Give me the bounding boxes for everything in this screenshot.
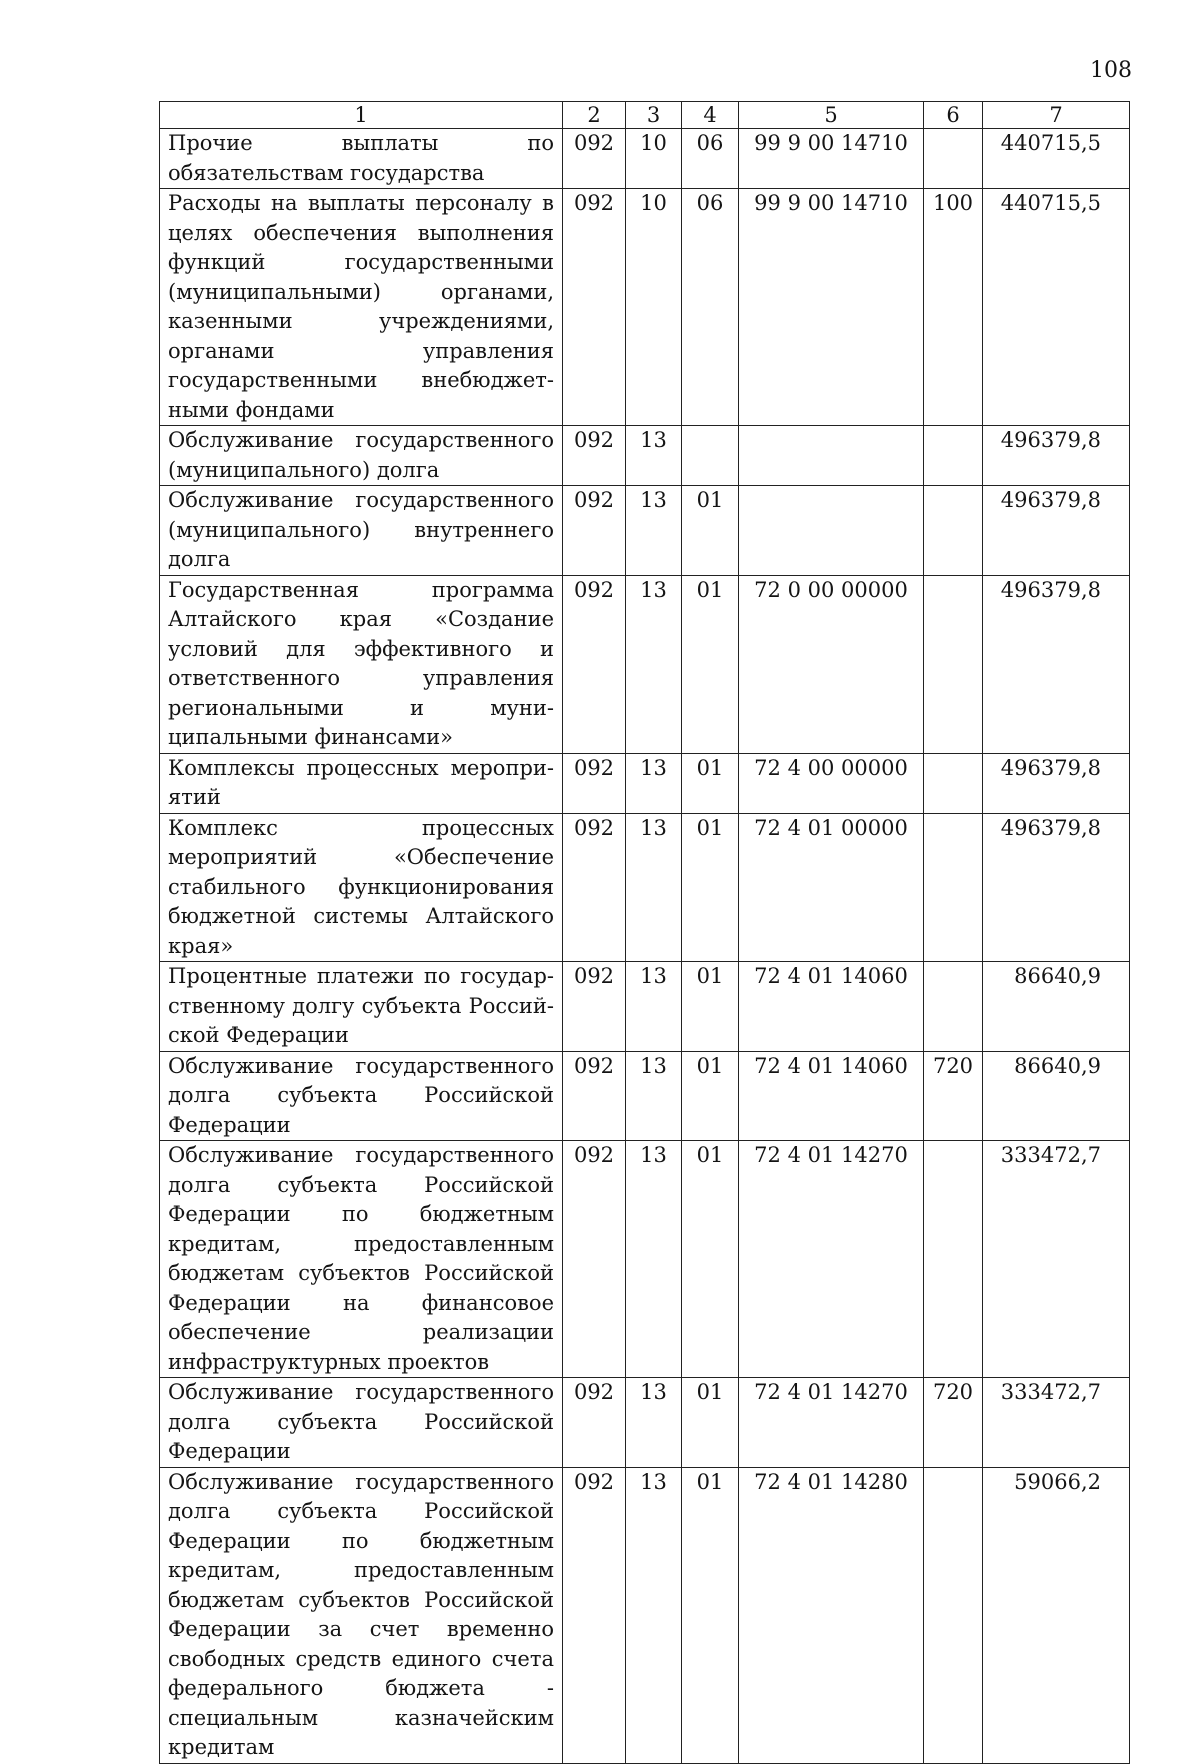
code-cell: 092 — [563, 575, 626, 753]
code-cell: 092 — [563, 486, 626, 576]
section-cell: 13 — [626, 962, 682, 1052]
section-cell: 13 — [626, 1141, 682, 1378]
section-cell: 10 — [626, 129, 682, 189]
expense-type-cell — [924, 753, 983, 813]
section-cell: 13 — [626, 1378, 682, 1468]
code-cell: 092 — [563, 1051, 626, 1141]
table-row — [160, 813, 1130, 962]
budget-table — [159, 101, 1130, 1764]
header-cell: 4 — [682, 102, 739, 129]
row-name-cell: Обслуживание государственного (муниципального) долга — [160, 426, 563, 486]
code-cell: 092 — [563, 1141, 626, 1378]
amount-cell: 440715,5 — [983, 129, 1130, 189]
section-cell: 13 — [626, 813, 682, 962]
table-row — [160, 129, 1130, 189]
subsection-cell: 01 — [682, 962, 739, 1052]
subsection-cell: 01 — [682, 753, 739, 813]
amount-cell: 86640,9 — [983, 1051, 1130, 1141]
amount-cell: 496379,8 — [983, 426, 1130, 486]
code-cell: 092 — [563, 426, 626, 486]
subsection-cell: 01 — [682, 1378, 739, 1468]
row-name-cell: Комплекс процессных мероприятий «Обеспечение стабильного функционирования бюджетной системы Алтайского края» — [160, 813, 563, 962]
code-cell: 092 — [563, 962, 626, 1052]
amount-cell: 333472,7 — [983, 1378, 1130, 1468]
expense-type-cell: 720 — [924, 1051, 983, 1141]
expense-type-cell — [924, 962, 983, 1052]
header-cell: 2 — [563, 102, 626, 129]
target-article-cell: 72 4 01 14060 — [739, 962, 924, 1052]
section-cell: 13 — [626, 426, 682, 486]
expense-type-cell — [924, 813, 983, 962]
section-cell: 10 — [626, 189, 682, 426]
subsection-cell: 01 — [682, 575, 739, 753]
expense-type-cell — [924, 129, 983, 189]
expense-type-cell — [924, 486, 983, 576]
code-cell: 092 — [563, 1467, 626, 1763]
subsection-cell: 01 — [682, 1467, 739, 1763]
row-name-cell: Комплексы процессных мероприятий — [160, 753, 563, 813]
subsection-cell: 06 — [682, 189, 739, 426]
table-row — [160, 426, 1130, 486]
target-article-cell: 72 4 01 14270 — [739, 1141, 924, 1378]
amount-cell: 440715,5 — [983, 189, 1130, 426]
table-row — [160, 1378, 1130, 1468]
header-cell: 1 — [160, 102, 563, 129]
row-name-cell: Процентные платежи по государственному долгу субъекта Российской Федерации — [160, 962, 563, 1052]
target-article-cell — [739, 426, 924, 486]
table-row — [160, 1467, 1130, 1763]
amount-cell: 496379,8 — [983, 486, 1130, 576]
row-name-cell: Обслуживание государственного долга субъекта Российской Федерации по бюджетным кредитам, предоставленным бюджетам субъектов Российской Федерации на финансовое обеспечение реализации инфраструктурных проектов — [160, 1141, 563, 1378]
header-row — [160, 102, 1130, 129]
header-cell: 6 — [924, 102, 983, 129]
row-name-cell: Прочие выплаты по обязательствам государства — [160, 129, 563, 189]
expense-type-cell: 100 — [924, 189, 983, 426]
header-cell: 3 — [626, 102, 682, 129]
row-name-cell: Обслуживание государственного (муниципального) внутреннего долга — [160, 486, 563, 576]
subsection-cell: 01 — [682, 813, 739, 962]
expense-type-cell — [924, 426, 983, 486]
target-article-cell: 72 4 01 14060 — [739, 1051, 924, 1141]
section-cell: 13 — [626, 575, 682, 753]
target-article-cell: 72 4 01 00000 — [739, 813, 924, 962]
row-name-cell: Расходы на выплаты персоналу в целях обеспечения выполнения функций государственными (муниципальными) органами, казенными учреждениями, органами управления государственными внебюджетными фондами — [160, 189, 563, 426]
expense-type-cell — [924, 1467, 983, 1763]
amount-cell: 496379,8 — [983, 753, 1130, 813]
table-row — [160, 753, 1130, 813]
amount-cell: 496379,8 — [983, 813, 1130, 962]
target-article-cell: 72 4 01 14270 — [739, 1378, 924, 1468]
table-row — [160, 1051, 1130, 1141]
section-cell: 13 — [626, 753, 682, 813]
expense-type-cell: 720 — [924, 1378, 983, 1468]
header-cell: 7 — [983, 102, 1130, 129]
target-article-cell: 72 0 00 00000 — [739, 575, 924, 753]
target-article-cell — [739, 486, 924, 576]
row-name-cell: Государственная программа Алтайского края «Создание условий для эффективного и ответственного управления региональными и муниципальными финансами» — [160, 575, 563, 753]
table-body — [160, 129, 1130, 1764]
subsection-cell: 01 — [682, 486, 739, 576]
subsection-cell: 01 — [682, 1051, 739, 1141]
expense-type-cell — [924, 575, 983, 753]
table-row — [160, 575, 1130, 753]
amount-cell: 333472,7 — [983, 1141, 1130, 1378]
table-row — [160, 1141, 1130, 1378]
row-name-cell: Обслуживание государственного долга субъекта Российской Федерации по бюджетным кредитам, предоставленным бюджетам субъектов Российской Федерации за счет временно свободных средств единого счета федерального бюджета - специальным казначейским кредитам — [160, 1467, 563, 1763]
row-name-cell: Обслуживание государственного долга субъекта Российской Федерации — [160, 1051, 563, 1141]
target-article-cell: 72 4 01 14280 — [739, 1467, 924, 1763]
subsection-cell: 01 — [682, 1141, 739, 1378]
code-cell: 092 — [563, 129, 626, 189]
subsection-cell — [682, 426, 739, 486]
subsection-cell: 06 — [682, 129, 739, 189]
code-cell: 092 — [563, 813, 626, 962]
target-article-cell: 72 4 00 00000 — [739, 753, 924, 813]
table-row — [160, 486, 1130, 576]
code-cell: 092 — [563, 189, 626, 426]
header-cell: 5 — [739, 102, 924, 129]
page-number: 108 — [1090, 58, 1132, 83]
code-cell: 092 — [563, 1378, 626, 1468]
section-cell: 13 — [626, 486, 682, 576]
amount-cell: 496379,8 — [983, 575, 1130, 753]
section-cell: 13 — [626, 1467, 682, 1763]
amount-cell: 59066,2 — [983, 1467, 1130, 1763]
target-article-cell: 99 9 00 14710 — [739, 129, 924, 189]
table-row — [160, 962, 1130, 1052]
section-cell: 13 — [626, 1051, 682, 1141]
expense-type-cell — [924, 1141, 983, 1378]
row-name-cell: Обслуживание государственного долга субъекта Российской Федерации — [160, 1378, 563, 1468]
code-cell: 092 — [563, 753, 626, 813]
target-article-cell: 99 9 00 14710 — [739, 189, 924, 426]
table-row — [160, 189, 1130, 426]
amount-cell: 86640,9 — [983, 962, 1130, 1052]
